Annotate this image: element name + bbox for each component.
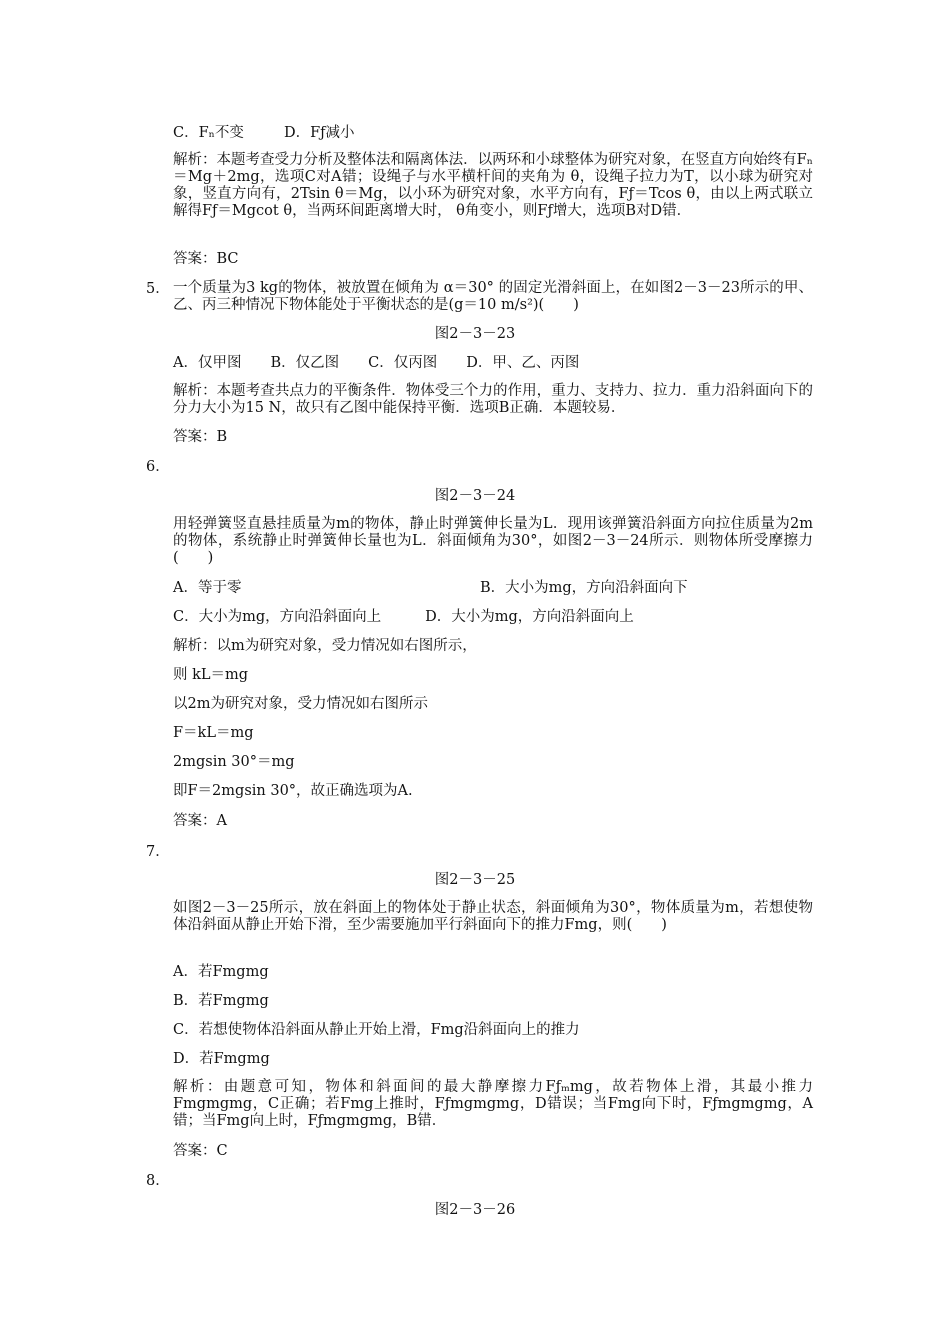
q5-figure-caption: 图2－3－23 [434, 326, 516, 342]
q4-option-d: D．Fƒ减小 [283, 125, 355, 141]
q6-option-b: B．大小为mg，方向沿斜面向下 [480, 580, 688, 596]
q5-answer: 答案：B [173, 429, 228, 445]
q7-option-a: A．若Fmgmg [173, 964, 269, 980]
q6-option-c: C．大小为mg，方向沿斜面向上 [173, 609, 382, 625]
q6-answer: 答案：A [173, 813, 227, 829]
q7-option-c: C．若想使物体沿斜面从静止开始上滑，Fmg沿斜面向上的推力 [173, 1022, 580, 1038]
q7-option-d: D．若Fmgmg [173, 1051, 270, 1067]
q5-number: 5． [146, 281, 170, 297]
q7-analysis: 解析：由题意可知，物体和斜面间的最大静摩擦力Fƒₘmg，故若物体上滑，其最小推力Fmgmgmg，C正确；若Fmg上推时，Fƒmgmgmg，D错误；当Fmg向下时，Fƒmgmgmg，A错；当Fmg向上时，Fƒmgmgmg，B错． [173, 1079, 813, 1129]
q6-option-d: D．大小为mg，方向沿斜面向上 [425, 609, 634, 625]
q5-options: A．仅甲图 B．仅乙图 C．仅丙图 D．甲、乙、丙图 [173, 355, 580, 371]
q7-stem: 如图2－3－25所示，放在斜面上的物体处于静止状态，斜面倾角为30°，物体质量为m，若想使物体沿斜面从静止开始下滑，至少需要施加平行斜面向下的推力Fmg，则( ) [173, 900, 813, 933]
q6-figure-caption: 图2－3－24 [434, 488, 516, 504]
q7-figure-caption: 图2－3－25 [434, 872, 516, 888]
q6-number: 6． [146, 459, 170, 475]
q6-option-a: A．等于零 [173, 580, 242, 596]
q5-stem: 一个质量为3 kg的物体，被放置在倾角为 α＝30° 的固定光滑斜面上，在如图2－3－23所示的甲、乙、丙三种情况下物体能处于平衡状态的是(g＝10 m/s²)( ) [173, 280, 813, 313]
q6-stem: 用轻弹簧竖直悬挂质量为m的物体，静止时弹簧伸长量为L．现用该弹簧沿斜面方向拉住质量为2m的物体，系统静止时弹簧伸长量也为L．斜面倾角为30°，如图2－3－24所示．则物体所受摩擦力( ) [173, 516, 813, 566]
q4-answer: 答案：BC [173, 251, 239, 267]
q7-option-b: B．若Fmgmg [173, 993, 269, 1009]
q4-option-c: C．Fₙ不变 [173, 125, 244, 141]
q7-number: 7． [146, 844, 170, 860]
q6-analysis-line: 以2m为研究对象，受力情况如右图所示 [173, 696, 428, 712]
q6-analysis-line: 解析：以m为研究对象，受力情况如右图所示， [173, 638, 477, 654]
q8-figure-caption: 图2－3－26 [434, 1202, 516, 1218]
q5-analysis: 解析：本题考查共点力的平衡条件．物体受三个力的作用，重力、支持力、拉力．重力沿斜面向下的分力大小为15 N，故只有乙图中能保持平衡．选项B正确．本题较易． [173, 383, 813, 416]
q6-options-cd [173, 608, 634, 626]
q6-analysis-line: 则 kL＝mg [173, 667, 249, 683]
q6-analysis-line: 2mgsin 30°＝mg [173, 754, 295, 770]
q4-analysis: 解析：本题考查受力分析及整体法和隔离体法．以两环和小球整体为研究对象，在竖直方向始终有Fₙ＝Mg＋2mg，选项C对A错；设绳子与水平横杆间的夹角为 θ，设绳子拉力为T，以小球为研究对象，竖直方向有，2Tsin θ＝Mg，以小环为研究对象，水平方向有，Fƒ＝Tcos θ，由以上两式联立解得Fƒ＝Mgcot θ，当两环间距离增大时， θ角变小，则Fƒ增大，选项B对D错． [173, 152, 813, 219]
q8-number: 8． [146, 1173, 170, 1189]
q4-options-row [173, 124, 355, 142]
q6-analysis-line: F＝kL＝mg [173, 725, 254, 741]
q7-answer: 答案：C [173, 1143, 228, 1159]
q6-analysis-line: 即F＝2mgsin 30°，故正确选项为A. [173, 783, 413, 799]
